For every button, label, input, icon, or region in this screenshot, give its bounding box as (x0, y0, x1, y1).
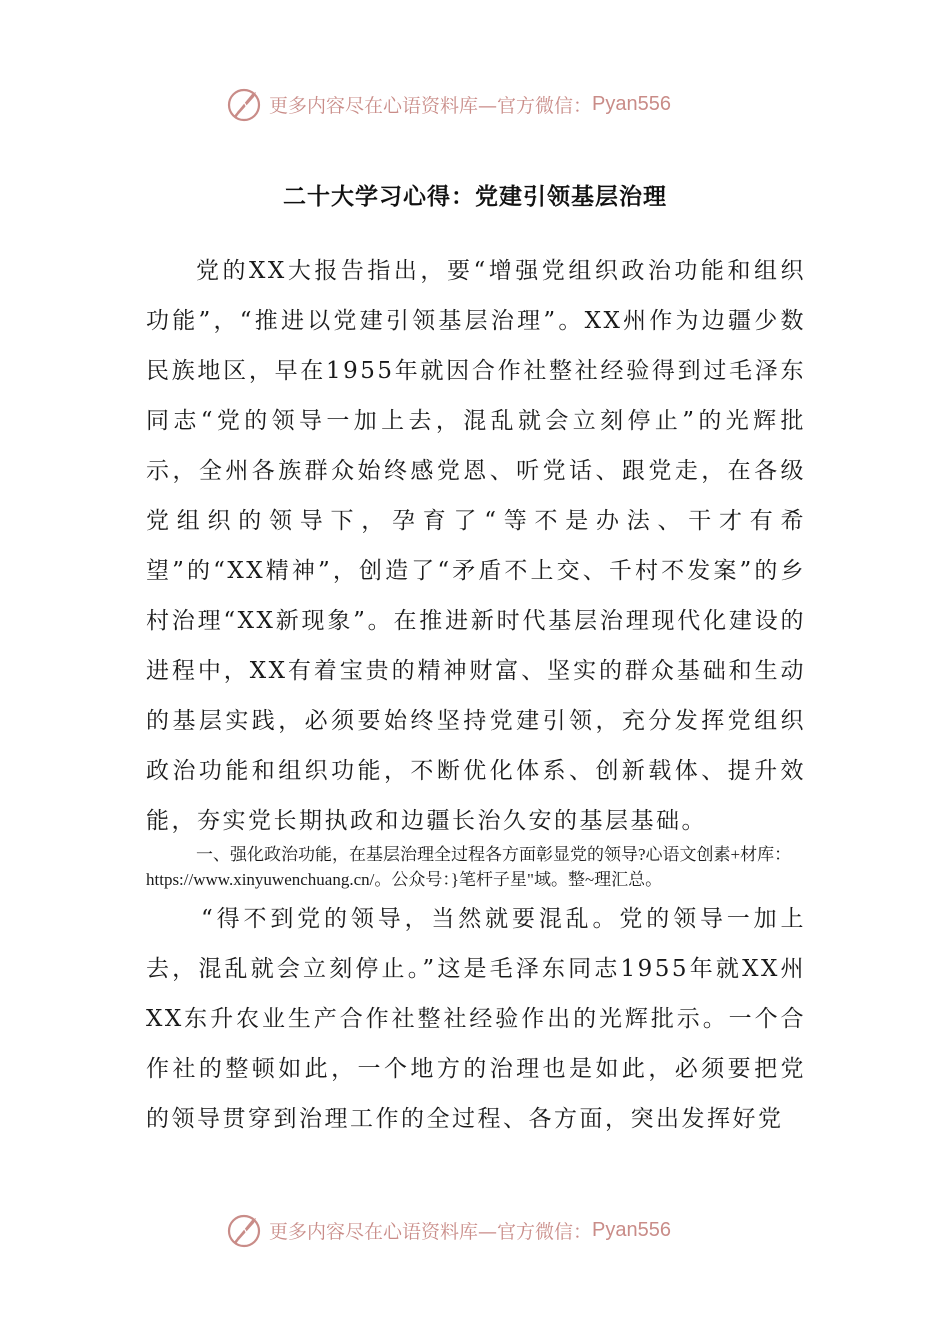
watermark-footer (225, 1210, 745, 1250)
watermark-text: 更多内容尽在心语资料库—官方微信： (269, 94, 593, 117)
quill-pen-logo-icon (225, 1211, 263, 1249)
document-title: 二十大学习心得：党建引领基层治理 (283, 183, 667, 210)
paragraph-section-1: “得不到党的领导，当然就要混乱。党的领导一加上去，混乱就会立刻停止。”这是毛泽东同志1955年就XX州XX东升农业生产合作社整社经验作出的光辉批示。一个合作社的整顿如此，一个地方的治理也是如此，必须要把党的领导贯穿到治理工作的全过程、各方面，突出发挥好党 (146, 906, 806, 1132)
watermark-wechat-id: Pyan556 (592, 92, 671, 115)
section-heading-1: 一、强化政治功能，在基层治理全过程各方面彰显党的领导?心语文创素+材库：https://www.xinyuwenchuang.cn/。公众号：}笔杆子星"域。整~理汇总。 (146, 845, 792, 889)
watermark-header (225, 84, 745, 124)
quill-pen-logo-icon (225, 85, 263, 123)
watermark-wechat-id: Pyan556 (592, 1218, 671, 1241)
watermark-text: 更多内容尽在心语资料库—官方微信： (269, 1220, 593, 1243)
paragraph-intro: 党的XX大报告指出，要“增强党组织政治功能和组织功能”，“推进以党建引领基层治理”。XX州作为边疆少数民族地区，早在1955年就因合作社整社经验得到过毛泽东同志“党的领导一加上去，混乱就会立刻停止”的光辉批示，全州各族群众始终感党恩、听党话、跟党走，在各级党组织的领导下，孕育了“等不是办法、干才有希望”的“XX精神”，创造了“矛盾不上交、千村不发案”的乡村治理“XX新现象”。在推进新时代基层治理现代化建设的进程中，XX有着宝贵的精神财富、坚实的群众基础和生动的基层实践，必须要始终坚持党建引领，充分发挥党组织政治功能和组织功能，不断优化体系、创新载体、提升效能，夯实党长期执政和边疆长治久安的基层基础。 (146, 258, 806, 834)
